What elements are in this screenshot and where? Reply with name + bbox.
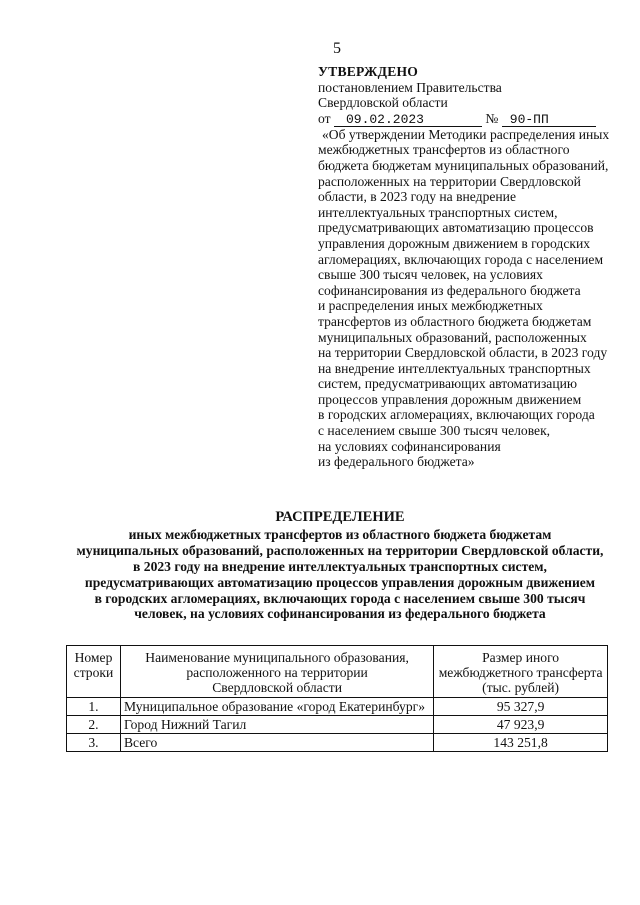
header-row-number [67,646,121,698]
table-row [67,734,608,752]
resolution-title-line: в городских агломерациях, включающих города [318,407,595,423]
resolution-title-line: муниципальных образований, расположенных [318,329,587,345]
table-header-row [67,646,608,698]
resolution-title-line: межбюджетных трансфертов из областного [318,142,570,158]
approval-heading: УТВЕРЖДЕНО [318,64,419,79]
resolution-title-line: предусматривающих автоматизацию процессов [318,220,594,236]
table-row [67,716,608,734]
number-field: 90-ПП [502,113,596,127]
municipality-name: Город Нижний Тагил [120,716,433,734]
distribution-heading: РАСПРЕДЕЛЕНИЕ [275,509,405,525]
resolution-title [318,127,618,470]
header-text: Свердловской области [212,680,342,695]
resolution-title-line: процессов управления дорожным движением [318,391,582,407]
distribution-table [66,645,608,752]
resolution-title-line: трансфертов из областного бюджета бюджетам [318,313,592,329]
row-number: 1. [67,698,121,716]
header-transfer-amount [434,646,608,698]
table-row [67,698,608,716]
distribution-subtitle-line: в городских агломерациях, включающих города с населением свыше 300 тысяч [94,590,586,606]
transfer-amount: 95 327,9 [434,698,608,716]
resolution-title-line: расположенных на территории Свердловской [318,173,581,189]
header-text: Номер [74,650,113,665]
approval-date-number-line [318,111,618,127]
date-prefix: от [318,110,331,126]
resolution-title-line: бюджета бюджетам муниципальных образований, [318,157,609,173]
resolution-title-line: из федерального бюджета» [318,454,475,470]
resolution-title-line: и распределения иных межбюджетных [318,298,543,314]
transfer-amount: 47 923,9 [434,716,608,734]
municipality-name: Всего [120,734,433,752]
header-text: (тыс. рублей) [482,680,560,695]
resolution-title-line: области, в 2023 году на внедрение [318,189,516,205]
resolution-title-line: «Об утверждении Методики распределения иных [322,126,610,142]
number-prefix: № [485,110,499,126]
row-number: 3. [67,734,121,752]
approval-line-2: Свердловской области [318,95,448,111]
resolution-title-line: на внедрение интеллектуальных транспортных [318,360,591,376]
header-municipality-name [120,646,433,698]
approval-line-1: постановлением Правительства [318,79,502,95]
distribution-title [60,510,620,622]
distribution-subtitle-line: иных межбюджетных трансфертов из областного бюджета бюджетам [128,526,552,542]
distribution-subtitle-line: предусматривающих автоматизацию процессов управления дорожным движением [84,574,596,590]
resolution-title-line: интеллектуальных транспортных систем, [318,204,558,220]
date-field: 09.02.2023 [334,113,482,127]
row-number: 2. [67,716,121,734]
resolution-title-line: систем, предусматривающих автоматизацию [318,376,578,392]
distribution-subtitle-line: человек, на условиях софинансирования из федерального бюджета [134,606,546,622]
approval-block [318,64,618,470]
resolution-title-line: свыше 300 тысяч человек, на условиях [318,267,543,283]
resolution-title-line: софинансирования из федерального бюджета [318,282,581,298]
header-text: строки [73,665,114,680]
transfer-amount: 143 251,8 [434,734,608,752]
header-text: межбюджетного трансферта [438,665,603,680]
resolution-title-line: на условиях софинансирования [318,438,501,454]
resolution-title-line: на территории Свердловской области, в 2023 году [318,345,608,361]
distribution-subtitle-line: муниципальных образований, расположенных на территории Свердловской области, [76,542,604,558]
municipality-name: Муниципальное образование «город Екатеринбург» [120,698,433,716]
distribution-subtitle-line: в 2023 году на внедрение интеллектуальных транспортных систем, [133,558,547,574]
header-text: Наименование муниципального образования, [145,650,409,665]
header-text: расположенного на территории [186,665,368,680]
resolution-title-line: с населением свыше 300 тысяч человек, [318,423,551,439]
header-text: Размер иного [482,650,560,665]
page-number: 5 [333,40,341,57]
resolution-title-line: агломерациях, включающих города с населением [318,251,604,267]
resolution-title-line: управления дорожным движением в городских [318,235,591,251]
